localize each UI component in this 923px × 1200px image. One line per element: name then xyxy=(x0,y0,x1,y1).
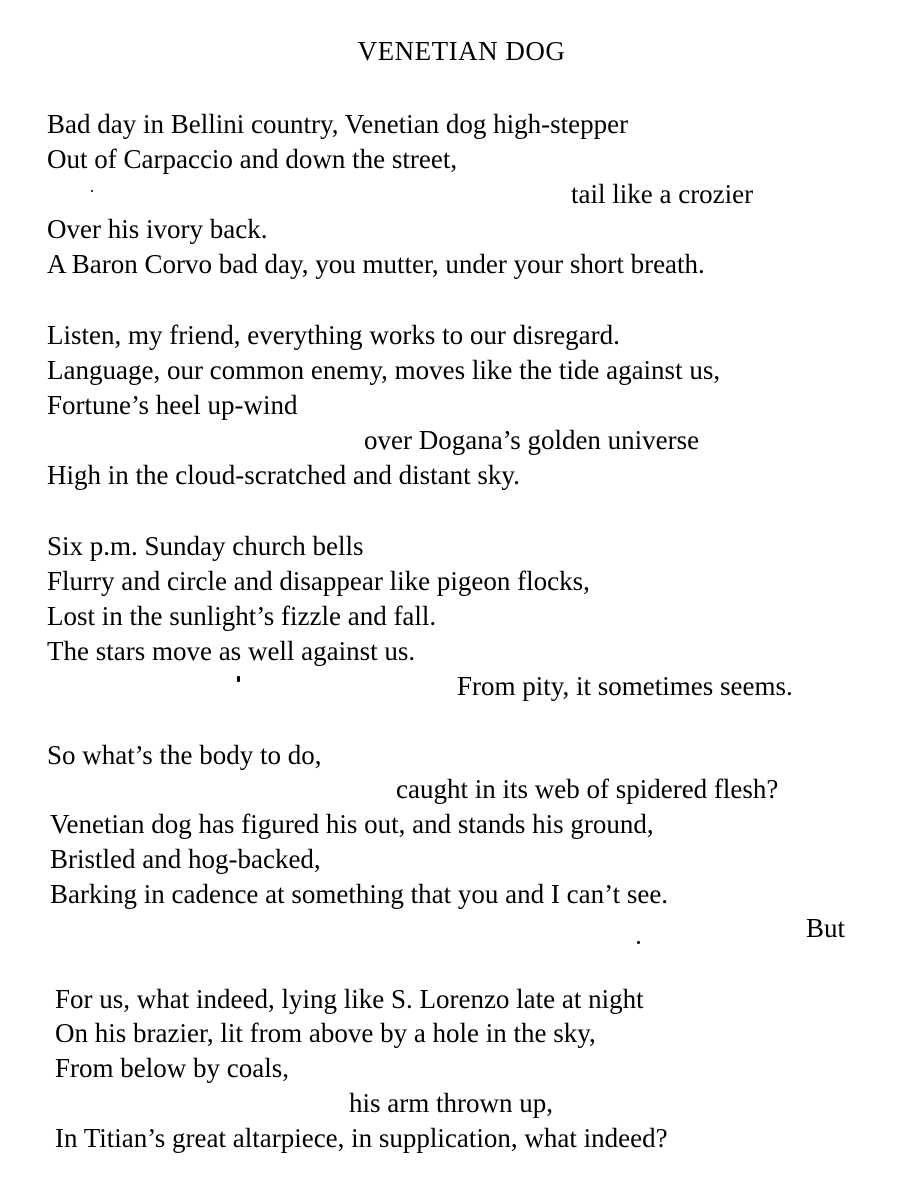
stanza5-line2: On his brazier, lit from above by a hole in the sky, xyxy=(55,1018,596,1048)
stanza2-line5: High in the cloud-scratched and distant sky. xyxy=(47,460,520,490)
stanza4-line5: Barking in cadence at something that you and I can’t see. xyxy=(50,879,669,909)
stanza2-line2: Language, our common enemy, moves like the tide against us, xyxy=(47,355,721,385)
stanza1-line2: Out of Carpaccio and down the street, xyxy=(47,144,458,174)
stanza2-line4: over Dogana’s golden universe xyxy=(364,425,700,455)
poem-title: VENETIAN DOG xyxy=(357,36,566,66)
scan-speck xyxy=(91,190,93,192)
stanza4-line3: Venetian dog has figured his out, and stands his ground, xyxy=(50,809,654,839)
stanza3-line5: From pity, it sometimes seems. xyxy=(457,671,793,701)
stanza3-line1: Six p.m. Sunday church bells xyxy=(47,531,364,561)
stanza3-line3: Lost in the sunlight’s fizzle and fall. xyxy=(47,601,437,631)
stanza1-line4: Over his ivory back. xyxy=(47,214,268,244)
stanza4-line2: caught in its web of spidered flesh? xyxy=(396,774,779,804)
stanza3-line2: Flurry and circle and disappear like pigeon flocks, xyxy=(47,566,590,596)
scan-speck xyxy=(637,941,640,944)
stanza5-line5: In Titian’s great altarpiece, in supplication, what indeed? xyxy=(55,1123,668,1153)
scan-speck xyxy=(237,676,240,682)
stanza5-line1: For us, what indeed, lying like S. Lorenzo late at night xyxy=(55,984,644,1014)
stanza4-line4: Bristled and hog-backed, xyxy=(50,844,321,874)
stanza4-line6: But xyxy=(806,913,846,943)
stanza1-line1: Bad day in Bellini country, Venetian dog high-stepper xyxy=(47,109,629,139)
stanza3-line4: The stars move as well against us. xyxy=(47,636,416,666)
stanza2-line3: Fortune’s heel up-wind xyxy=(47,390,298,420)
stanza1-line5: A Baron Corvo bad day, you mutter, under your short breath. xyxy=(47,249,705,279)
stanza1-line3: tail like a crozier xyxy=(571,179,754,209)
stanza4-line1: So what’s the body to do, xyxy=(47,740,322,770)
stanza2-line1: Listen, my friend, everything works to our disregard. xyxy=(47,320,620,350)
stanza5-line3: From below by coals, xyxy=(55,1053,289,1083)
stanza5-line4: his arm thrown up, xyxy=(349,1088,553,1118)
